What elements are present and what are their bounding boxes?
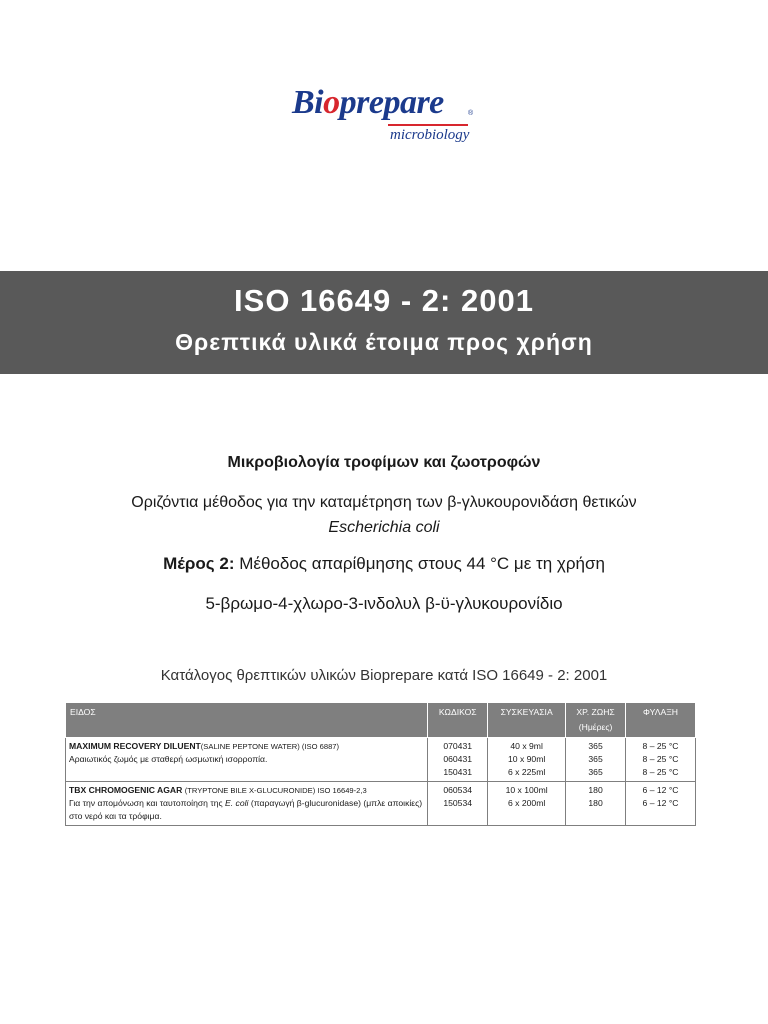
method-description bbox=[40, 490, 728, 540]
header-item: ΕΙΔΟΣ bbox=[66, 703, 428, 738]
part-line bbox=[0, 554, 768, 574]
table-header-row bbox=[66, 703, 696, 738]
code-cell: 060534 150534 bbox=[428, 782, 488, 826]
product-description: Για την απομόνωση και ταυτοποίηση της E. coli (παραγωγή β-glucuronidase) (μπλε αποικίες) στο νερό και τα τρόφιμα. bbox=[69, 798, 423, 821]
storage-cell: 8 – 25 °C 8 – 25 °C 8 – 25 °C bbox=[626, 738, 696, 782]
banner-title: ISO 16649 - 2: 2001 bbox=[234, 283, 534, 318]
method-text: Οριζόντια μέθοδος για την καταμέτρηση των β-γλυκουρονιδάση θετικών bbox=[131, 494, 637, 511]
registered-mark: ® bbox=[468, 110, 474, 117]
product-name: TBX CHROMOGENIC AGAR bbox=[69, 785, 183, 795]
code-cell: 070431 060431 150431 bbox=[428, 738, 488, 782]
shelf-cell: 180 180 bbox=[566, 782, 626, 826]
section-title: Μικροβιολογία τροφίμων και ζωοτροφών bbox=[227, 454, 541, 471]
title-banner bbox=[0, 271, 768, 374]
product-ext: (TRYPTONE BILE X-GLUCURONIDE) ISO 16649-2,3 bbox=[184, 786, 367, 795]
storage-cell: 6 – 12 °C 6 – 12 °C bbox=[626, 782, 696, 826]
part-label: Μέρος 2: bbox=[163, 554, 235, 573]
product-cell bbox=[66, 738, 428, 782]
part-line-2: 5-βρωμο-4-χλωρο-3-ινδολυλ β-ϋ-γλυκουρονίδιο bbox=[205, 594, 563, 613]
logo-underline bbox=[388, 124, 468, 126]
pack-cell: 40 x 9ml 10 x 90ml 6 x 225ml bbox=[488, 738, 566, 782]
catalog-table bbox=[65, 702, 696, 826]
part-text: Μέθοδος απαρίθμησης στους 44 °C με τη χρήση bbox=[239, 554, 605, 573]
product-cell bbox=[66, 782, 428, 826]
table-row bbox=[66, 738, 696, 782]
product-description: Αραιωτικός ζωμός με σταθερή ωσμωτική ισορροπία. bbox=[69, 754, 268, 764]
product-ext: (SALINE PEPTONE WATER) (ISO 6887) bbox=[200, 742, 340, 751]
catalog-title: Κατάλογος θρεπτικών υλικών Bioprepare κατά ISO 16649 - 2: 2001 bbox=[160, 667, 608, 684]
pack-cell: 10 x 100ml 6 x 200ml bbox=[488, 782, 566, 826]
banner-subtitle: Θρεπτικά υλικά έτοιμα προς χρήση bbox=[175, 329, 593, 355]
table-row bbox=[66, 782, 696, 826]
product-name: MAXIMUM RECOVERY DILUENT bbox=[69, 741, 201, 751]
logo-wordmark: Bioprepare bbox=[292, 84, 444, 121]
header-pack: ΣΥΣΚΕΥΑΣΙΑ bbox=[488, 703, 566, 738]
header-storage: ΦΥΛΑΞΗ bbox=[626, 703, 696, 738]
shelf-cell: 365 365 365 bbox=[566, 738, 626, 782]
header-shelf: ΧΡ. ΖΩΗΣ (Ημέρες) bbox=[566, 703, 626, 738]
header-code: ΚΩΔΙΚΟΣ bbox=[428, 703, 488, 738]
organism-name: Escherichia coli bbox=[328, 519, 440, 536]
bioprepare-logo bbox=[292, 84, 482, 154]
logo-subtitle: microbiology bbox=[390, 127, 470, 143]
